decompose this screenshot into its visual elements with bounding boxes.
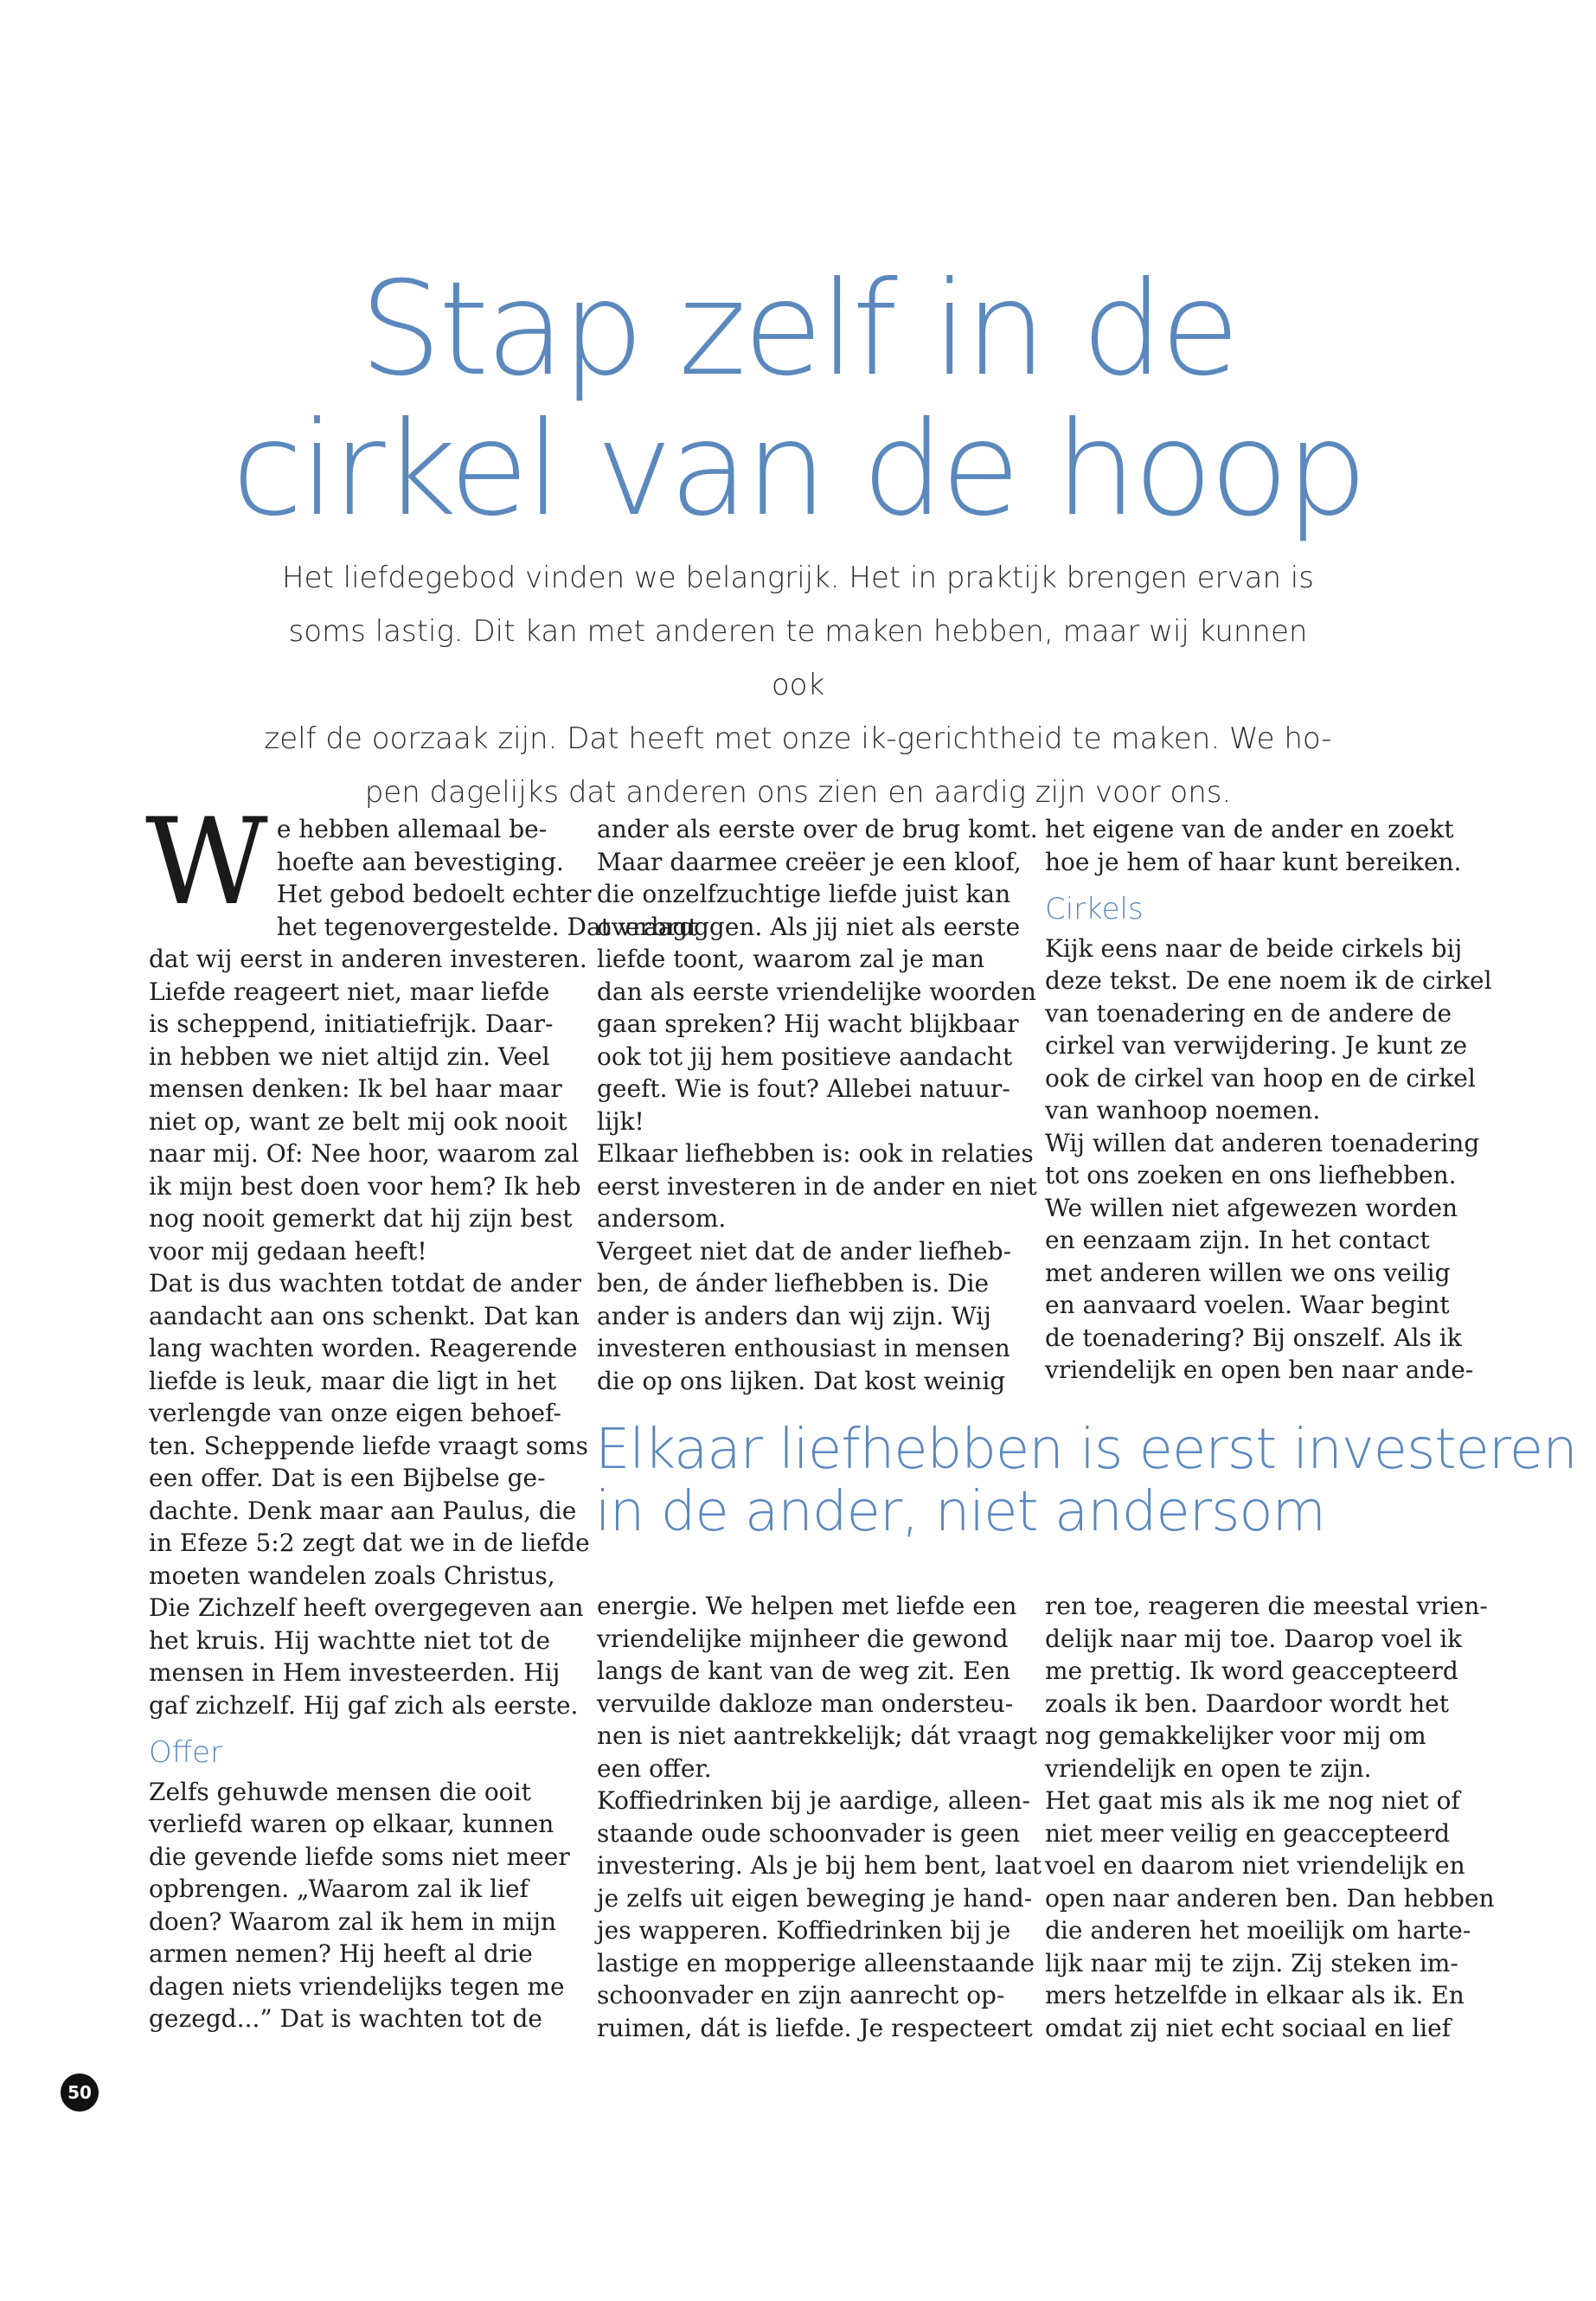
body-line: moeten wandelen zoals Christus, xyxy=(149,1561,555,1590)
body-line: delijk naar mij toe. Daarop voel ik xyxy=(1045,1624,1463,1653)
drop-cap: W xyxy=(145,792,268,932)
lead-line: soms lastig. Dit kan met anderen te maken hebben, maar wij kunnen ook xyxy=(288,614,1308,702)
body-line: Koffiedrinken bij je aardige, alleen- xyxy=(597,1786,1031,1815)
body-line: liefde toont, waarom zal je man xyxy=(597,945,985,973)
page-number: 50 xyxy=(61,2073,99,2112)
lead-line: Het liefdegebod vinden we belangrijk. Het in praktijk brengen ervan is xyxy=(282,561,1314,595)
body-line: zoals ik ben. Daardoor wordt het xyxy=(1045,1689,1449,1718)
body-line: dagen niets vriendelijks tegen me xyxy=(149,1971,565,2001)
body-line: armen nemen? Hij heeft al drie xyxy=(149,1939,533,1968)
column-2-top xyxy=(597,813,1038,1397)
body-line: langs de kant van de weg zit. Een xyxy=(597,1657,1011,1685)
body-line: mensen denken: Ik bel haar maar xyxy=(149,1074,562,1103)
body-line: verlengde van onze eigen behoef- xyxy=(149,1399,561,1427)
lead-line: pen dagelijks dat anderen ons zien en aardig zijn voor ons. xyxy=(364,775,1232,810)
body-line: e hebben allemaal be- xyxy=(276,815,548,843)
body-line: met anderen willen we ons veilig xyxy=(1045,1258,1451,1287)
body-line: gaf zichzelf. Hij gaf zich als eerste. xyxy=(149,1690,579,1720)
body-lines xyxy=(1045,1590,1495,2044)
body-line: in Efeze 5:2 zegt dat we in de liefde xyxy=(149,1529,590,1557)
body-line: deze tekst. De ene noem ik de cirkel xyxy=(1045,966,1492,995)
body-line: dan als eerste vriendelijke woorden xyxy=(597,977,1036,1006)
body-line: cirkel van verwijdering. Je kunt ze xyxy=(1045,1031,1468,1060)
body-line: jes wapperen. Koffiedrinken bij je xyxy=(597,1916,1011,1945)
body-line: dachte. Denk maar aan Paulus, die xyxy=(149,1496,577,1525)
body-line: een offer. xyxy=(597,1753,712,1783)
column-2-bottom xyxy=(597,1590,1042,2044)
body-line: gezegd...” Dat is wachten tot de xyxy=(149,2004,542,2033)
body-lines xyxy=(597,813,1038,1397)
body-lines xyxy=(1045,933,1492,1387)
body-line: mers hetzelfde in elkaar als ik. En xyxy=(1045,1981,1465,2009)
body-line: me prettig. Ik word geaccepteerd xyxy=(1045,1657,1458,1685)
pull-quote-line: in de ander, niet andersom xyxy=(595,1480,1325,1544)
body-lines xyxy=(1045,813,1462,878)
body-line: liefde is leuk, maar die ligt in het xyxy=(149,1366,557,1395)
body-line: dat wij eerst in anderen investeren. xyxy=(149,945,587,973)
body-line: vriendelijk en open ben naar ande- xyxy=(1045,1356,1474,1384)
body-line: We willen niet afgewezen worden xyxy=(1045,1193,1458,1222)
column-3-top xyxy=(1045,813,1492,1387)
body-line: het kruis. Hij wachtte niet tot de xyxy=(149,1625,551,1655)
body-line: open naar anderen ben. Dan hebben xyxy=(1045,1883,1495,1913)
body-line: die op ons lijken. Dat kost weinig xyxy=(597,1366,1006,1395)
body-line: doen? Waarom zal ik hem in mijn xyxy=(149,1907,557,1936)
article-title xyxy=(0,254,1596,545)
body-line: nog gemakkelijker voor mij om xyxy=(1045,1721,1426,1750)
body-line: Maar daarmee creëer je een kloof, xyxy=(597,847,1022,876)
body-line: die anderen het moeilijk om harte- xyxy=(1045,1916,1471,1945)
body-line: andersom. xyxy=(597,1204,727,1233)
body-line: vriendelijke mijnheer die gewond xyxy=(597,1624,1009,1653)
article-lead xyxy=(260,551,1336,819)
body-line: staande oude schoonvader is geen xyxy=(597,1818,1021,1848)
body-line: ten. Scheppende liefde vraagt soms xyxy=(149,1431,589,1460)
body-line: geeft. Wie is fout? Allebei natuur- xyxy=(597,1074,1010,1103)
body-line: je zelfs uit eigen beweging je hand- xyxy=(597,1883,1033,1913)
body-line: hoe je hem of haar kunt bereiken. xyxy=(1045,847,1462,876)
body-line: investeren enthousiast in mensen xyxy=(597,1334,1010,1362)
body-line: tot ons zoeken en ons liefhebben. xyxy=(1045,1161,1457,1189)
body-line: hoefte aan bevestiging. xyxy=(276,847,564,876)
body-line: ben, de ánder liefhebben is. Die xyxy=(597,1269,990,1298)
body-line: van toenadering en de andere de xyxy=(1045,998,1452,1028)
body-line: die onzelfzuchtige liefde juist kan xyxy=(597,880,1011,908)
body-line: en aanvaard voelen. Waar begint xyxy=(1045,1291,1450,1319)
body-line: Kijk eens naar de beide cirkels bij xyxy=(1045,933,1463,963)
body-line: investering. Als je bij hem bent, laat xyxy=(597,1851,1042,1880)
body-line: die gevende liefde soms niet meer xyxy=(149,1842,570,1871)
body-line: de toenadering? Bij onszelf. Als ik xyxy=(1045,1323,1462,1352)
body-line: naar mij. Of: Nee hoor, waarom zal xyxy=(149,1139,580,1168)
body-line: Het gebod bedoelt echter xyxy=(276,880,592,908)
body-line: is scheppend, initiatiefrijk. Daar- xyxy=(149,1009,554,1038)
body-line: Liefde reageert niet, maar liefde xyxy=(149,977,550,1006)
body-line: Het gaat mis als ik me nog niet of xyxy=(1045,1786,1460,1815)
body-lines xyxy=(597,1590,1042,2044)
body-line: Elkaar liefhebben is: ook in relaties xyxy=(597,1139,1034,1168)
body-line: overbruggen. Als jij niet als eerste xyxy=(597,912,1021,941)
body-line: het tegenovergestelde. Dat vraagt xyxy=(276,912,698,941)
body-line: ander is anders dan wij zijn. Wij xyxy=(597,1301,991,1330)
pull-quote-line: Elkaar liefhebben is eerst investeren xyxy=(595,1418,1577,1482)
body-line: omdat zij niet echt sociaal en lief xyxy=(1045,2013,1452,2042)
body-line: energie. We helpen met liefde een xyxy=(597,1592,1017,1620)
body-line: lang wachten worden. Reagerende xyxy=(149,1334,578,1362)
subheading-offer: Offer xyxy=(149,1735,223,1770)
column-3-bottom xyxy=(1045,1590,1495,2044)
body-line: schoonvader en zijn aanrecht op- xyxy=(597,1981,1005,2009)
body-line: lijk! xyxy=(597,1106,644,1136)
body-line: mensen in Hem investeerden. Hij xyxy=(149,1658,561,1687)
body-line: in hebben we niet altijd zin. Veel xyxy=(149,1042,550,1071)
body-lines xyxy=(149,1776,570,2035)
pull-quote xyxy=(595,1418,1577,1544)
body-line: ook de cirkel van hoop en de cirkel xyxy=(1045,1063,1476,1093)
body-line: gaan spreken? Hij wacht blijkbaar xyxy=(597,1009,1019,1038)
body-line: opbrengen. „Waarom zal ik lief xyxy=(149,1875,529,1903)
body-line: ook tot jij hem positieve aandacht xyxy=(597,1042,1013,1071)
body-line: en eenzaam zijn. In het contact xyxy=(1045,1226,1430,1254)
body-line: niet op, want ze belt mij ook nooit xyxy=(149,1106,567,1136)
body-line: Dat is dus wachten totdat de ander xyxy=(149,1269,582,1298)
body-line: Die Zichzelf heeft overgegeven aan xyxy=(149,1593,584,1622)
body-line: eerst investeren in de ander en niet xyxy=(597,1171,1037,1201)
body-line: ren toe, reageren die meestal vrien- xyxy=(1045,1592,1488,1620)
body-line: aandacht aan ons schenkt. Dat kan xyxy=(149,1301,580,1330)
body-line: Zelfs gehuwde mensen die ooit xyxy=(149,1777,531,1806)
body-line: voor mij gedaan heeft! xyxy=(149,1236,427,1266)
body-line: vervuilde dakloze man ondersteu- xyxy=(597,1689,1014,1718)
title-line: cirkel van de hoop xyxy=(231,394,1365,545)
body-line: ik mijn best doen voor hem? Ik heb xyxy=(149,1171,581,1201)
body-line: lastige en mopperige alleenstaande xyxy=(597,1948,1035,1977)
lead-line: zelf de oorzaak zijn. Dat heeft met onze ik-gerichtheid te maken. We ho- xyxy=(264,721,1332,756)
body-line: nen is niet aantrekkelijk; dát vraagt xyxy=(597,1721,1038,1750)
body-line: van wanhoop noemen. xyxy=(1045,1096,1321,1125)
body-line: ander als eerste over de brug komt. xyxy=(597,815,1038,843)
body-line: vriendelijk en open te zijn. xyxy=(1045,1753,1372,1783)
body-line: het eigene van de ander en zoekt xyxy=(1045,815,1454,843)
body-line: Vergeet niet dat de ander liefheb- xyxy=(597,1236,1012,1266)
body-line: Wij willen dat anderen toenadering xyxy=(1045,1128,1480,1157)
title-line: Stap zelf in de xyxy=(359,254,1237,405)
body-line: nog nooit gemerkt dat hij zijn best xyxy=(149,1204,573,1233)
body-line: verliefd waren op elkaar, kunnen xyxy=(149,1810,554,1838)
body-line: een offer. Dat is een Bijbelse ge- xyxy=(149,1464,546,1492)
body-line: voel en daarom niet vriendelijk en xyxy=(1045,1851,1465,1880)
body-line: niet meer veilig en geaccepteerd xyxy=(1045,1818,1451,1848)
body-line: lijk naar mij te zijn. Zij steken im- xyxy=(1045,1948,1458,1977)
body-line: ruimen, dát is liefde. Je respecteert xyxy=(597,2013,1033,2042)
subheading-cirkels: Cirkels xyxy=(1045,892,1144,926)
